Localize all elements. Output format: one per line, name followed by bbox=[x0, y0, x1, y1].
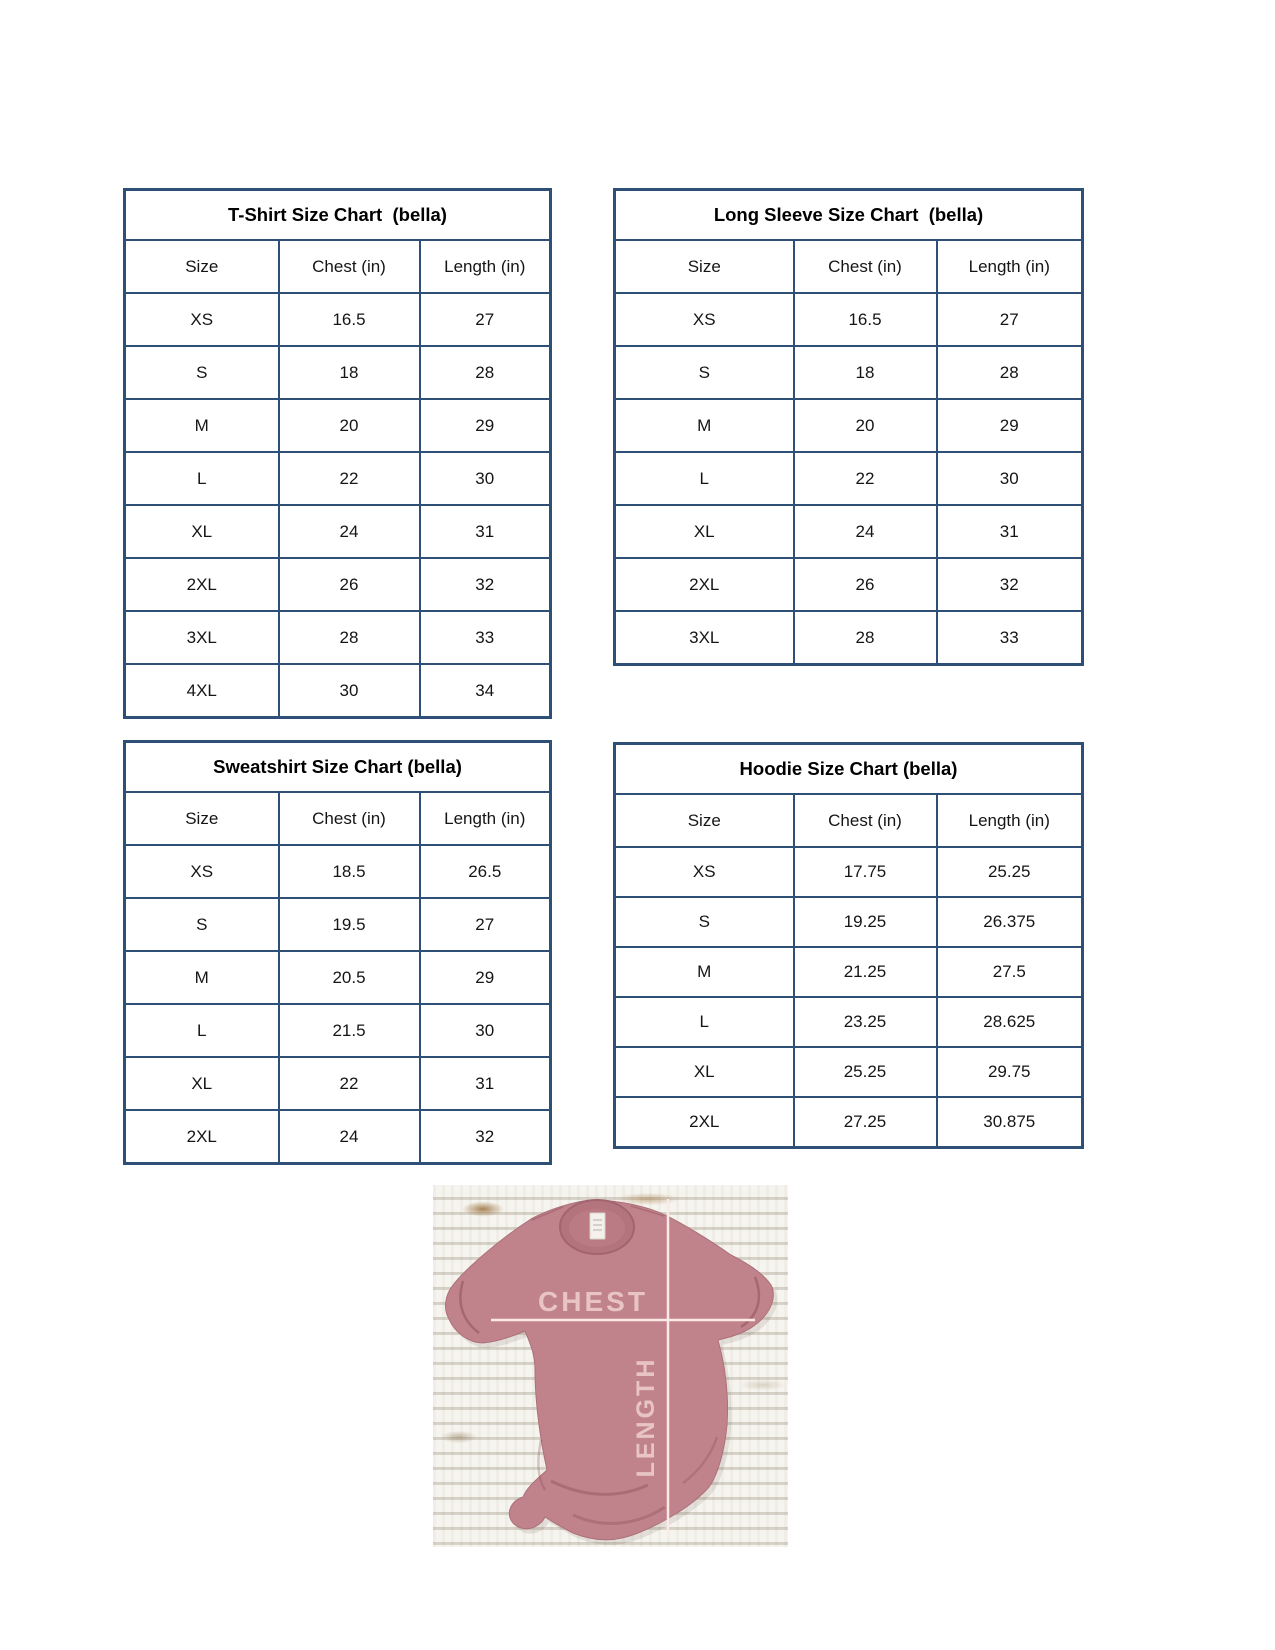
length-cell: 32 bbox=[420, 558, 551, 611]
size-cell: 3XL bbox=[125, 611, 279, 664]
hoodie-size-table bbox=[613, 742, 1084, 1149]
chest-cell: 22 bbox=[794, 452, 937, 505]
size-cell: XS bbox=[615, 293, 794, 346]
length-cell: 28 bbox=[937, 346, 1083, 399]
chest-cell: 23.25 bbox=[794, 997, 937, 1047]
chest-cell: 24 bbox=[794, 505, 937, 558]
chest-cell: 26 bbox=[794, 558, 937, 611]
tshirt-illustration bbox=[433, 1185, 788, 1547]
table-row bbox=[125, 558, 551, 611]
length-cell: 27 bbox=[420, 293, 551, 346]
size-cell: M bbox=[615, 947, 794, 997]
column-header-length: Length (in) bbox=[937, 794, 1083, 847]
size-cell: L bbox=[615, 452, 794, 505]
chest-cell: 18 bbox=[794, 346, 937, 399]
size-cell: XL bbox=[615, 505, 794, 558]
column-header-size: Size bbox=[125, 240, 279, 293]
length-cell: 27.5 bbox=[937, 947, 1083, 997]
length-cell: 29 bbox=[420, 951, 551, 1004]
sweatshirt-table-title: Sweatshirt Size Chart (bella) bbox=[125, 742, 551, 793]
column-header-chest: Chest (in) bbox=[794, 240, 937, 293]
column-header-chest: Chest (in) bbox=[279, 240, 420, 293]
length-label: LENGTH bbox=[632, 1356, 660, 1478]
length-cell: 27 bbox=[420, 898, 551, 951]
size-cell: M bbox=[125, 951, 279, 1004]
table-title-row bbox=[615, 190, 1083, 241]
chest-cell: 16.5 bbox=[794, 293, 937, 346]
length-cell: 33 bbox=[937, 611, 1083, 665]
longsleeve-table-title: Long Sleeve Size Chart (bella) bbox=[615, 190, 1083, 241]
column-header-size: Size bbox=[615, 794, 794, 847]
table-row bbox=[615, 847, 1083, 897]
chest-cell: 22 bbox=[279, 1057, 420, 1110]
table-header-row bbox=[615, 240, 1083, 293]
length-cell: 33 bbox=[420, 611, 551, 664]
size-cell: XS bbox=[125, 845, 279, 898]
table-title-row bbox=[125, 190, 551, 241]
length-cell: 26.5 bbox=[420, 845, 551, 898]
chest-cell: 19.25 bbox=[794, 897, 937, 947]
table-row bbox=[125, 346, 551, 399]
chest-cell: 26 bbox=[279, 558, 420, 611]
table-title-row bbox=[125, 742, 551, 793]
size-cell: 2XL bbox=[125, 558, 279, 611]
size-cell: M bbox=[615, 399, 794, 452]
length-cell: 30 bbox=[420, 452, 551, 505]
length-cell: 29 bbox=[937, 399, 1083, 452]
table-row bbox=[615, 611, 1083, 665]
size-cell: 2XL bbox=[125, 1110, 279, 1164]
size-cell: L bbox=[125, 1004, 279, 1057]
chest-cell: 21.5 bbox=[279, 1004, 420, 1057]
chest-cell: 25.25 bbox=[794, 1047, 937, 1097]
size-cell: 4XL bbox=[125, 664, 279, 718]
table-row bbox=[615, 293, 1083, 346]
chest-cell: 19.5 bbox=[279, 898, 420, 951]
length-cell: 34 bbox=[420, 664, 551, 718]
column-header-length: Length (in) bbox=[420, 792, 551, 845]
table-row bbox=[125, 898, 551, 951]
column-header-size: Size bbox=[615, 240, 794, 293]
longsleeve-size-table bbox=[613, 188, 1084, 666]
chest-cell: 30 bbox=[279, 664, 420, 718]
size-cell: S bbox=[615, 897, 794, 947]
column-header-chest: Chest (in) bbox=[279, 792, 420, 845]
table-header-row bbox=[125, 240, 551, 293]
chest-cell: 28 bbox=[279, 611, 420, 664]
table-row bbox=[125, 951, 551, 1004]
table-row bbox=[125, 1057, 551, 1110]
length-cell: 26.375 bbox=[937, 897, 1083, 947]
hoodie-table-title: Hoodie Size Chart (bella) bbox=[615, 744, 1083, 795]
chest-cell: 22 bbox=[279, 452, 420, 505]
table-row bbox=[615, 1047, 1083, 1097]
size-cell: 2XL bbox=[615, 558, 794, 611]
chest-cell: 28 bbox=[794, 611, 937, 665]
length-cell: 30 bbox=[937, 452, 1083, 505]
chest-cell: 27.25 bbox=[794, 1097, 937, 1148]
table-row bbox=[125, 845, 551, 898]
table-row bbox=[615, 997, 1083, 1047]
length-cell: 31 bbox=[420, 505, 551, 558]
tshirt-measurement-photo bbox=[433, 1185, 788, 1547]
table-row bbox=[125, 505, 551, 558]
table-row bbox=[125, 1004, 551, 1057]
table-row bbox=[615, 558, 1083, 611]
chest-cell: 18 bbox=[279, 346, 420, 399]
length-cell: 31 bbox=[937, 505, 1083, 558]
length-cell: 32 bbox=[937, 558, 1083, 611]
chest-cell: 20.5 bbox=[279, 951, 420, 1004]
table-row bbox=[615, 505, 1083, 558]
size-cell: XS bbox=[615, 847, 794, 897]
size-cell: 2XL bbox=[615, 1097, 794, 1148]
column-header-chest: Chest (in) bbox=[794, 794, 937, 847]
length-cell: 30.875 bbox=[937, 1097, 1083, 1148]
sweatshirt-size-table bbox=[123, 740, 552, 1165]
length-cell: 29.75 bbox=[937, 1047, 1083, 1097]
chest-cell: 17.75 bbox=[794, 847, 937, 897]
chest-label: CHEST bbox=[538, 1286, 648, 1317]
size-cell: S bbox=[125, 898, 279, 951]
table-row bbox=[125, 611, 551, 664]
neck-tag bbox=[590, 1213, 605, 1239]
table-row bbox=[615, 1097, 1083, 1148]
size-cell: S bbox=[125, 346, 279, 399]
table-row bbox=[125, 452, 551, 505]
chest-cell: 20 bbox=[279, 399, 420, 452]
size-cell: XL bbox=[125, 505, 279, 558]
length-cell: 25.25 bbox=[937, 847, 1083, 897]
chest-cell: 21.25 bbox=[794, 947, 937, 997]
size-cell: XL bbox=[615, 1047, 794, 1097]
length-cell: 28 bbox=[420, 346, 551, 399]
tshirt-size-table bbox=[123, 188, 552, 719]
length-cell: 29 bbox=[420, 399, 551, 452]
column-header-length: Length (in) bbox=[420, 240, 551, 293]
table-row bbox=[615, 947, 1083, 997]
length-cell: 31 bbox=[420, 1057, 551, 1110]
length-cell: 28.625 bbox=[937, 997, 1083, 1047]
chest-cell: 18.5 bbox=[279, 845, 420, 898]
chest-cell: 24 bbox=[279, 1110, 420, 1164]
size-cell: 3XL bbox=[615, 611, 794, 665]
table-row bbox=[125, 1110, 551, 1164]
table-row bbox=[615, 399, 1083, 452]
table-row bbox=[125, 293, 551, 346]
table-row bbox=[615, 897, 1083, 947]
size-cell: L bbox=[125, 452, 279, 505]
length-cell: 30 bbox=[420, 1004, 551, 1057]
size-cell: L bbox=[615, 997, 794, 1047]
table-title-row bbox=[615, 744, 1083, 795]
table-row bbox=[615, 346, 1083, 399]
table-row bbox=[125, 399, 551, 452]
chest-cell: 20 bbox=[794, 399, 937, 452]
column-header-length: Length (in) bbox=[937, 240, 1083, 293]
size-cell: XS bbox=[125, 293, 279, 346]
table-row bbox=[125, 664, 551, 718]
tshirt-table-title: T-Shirt Size Chart (bella) bbox=[125, 190, 551, 241]
size-cell: M bbox=[125, 399, 279, 452]
chest-cell: 16.5 bbox=[279, 293, 420, 346]
length-cell: 32 bbox=[420, 1110, 551, 1164]
table-row bbox=[615, 452, 1083, 505]
table-header-row bbox=[125, 792, 551, 845]
column-header-size: Size bbox=[125, 792, 279, 845]
size-cell: S bbox=[615, 346, 794, 399]
size-cell: XL bbox=[125, 1057, 279, 1110]
length-cell: 27 bbox=[937, 293, 1083, 346]
table-header-row bbox=[615, 794, 1083, 847]
chest-cell: 24 bbox=[279, 505, 420, 558]
